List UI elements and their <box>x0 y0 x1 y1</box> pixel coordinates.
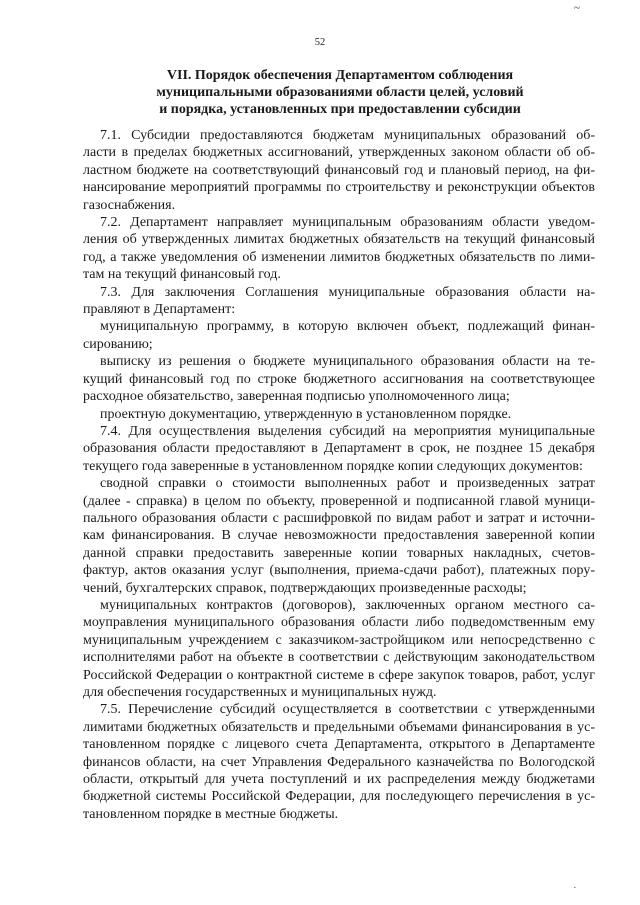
text-line: 7.4. Для осуществления выделения субсидий на мероприятия муниципальные <box>100 423 595 439</box>
text-line: тановленном порядке в местные бюджеты. <box>83 806 339 822</box>
text-line: кущий финансовый год по строке бюджетного ассигнования на соответствующее <box>83 371 595 387</box>
text-line: проектную документацию, утвержденную в установленном порядке. <box>100 406 512 422</box>
text-line: правляют в Департамент: <box>83 302 236 318</box>
text-line: моуправления муниципального образования области либо подведомственным ему <box>83 615 595 631</box>
text-line: 7.3. Для заключения Соглашения муниципальные образования области на- <box>100 284 595 300</box>
text-line: 7.1. Субсидии предоставляются бюджетам муниципальных образований об- <box>100 128 595 143</box>
text-line: образования области предоставляют в Департамент в срок, не позднее 15 декабря <box>83 441 595 457</box>
text-line: (далее - справка) в целом по объекту, проверенной и подписанной главой муници- <box>83 493 595 509</box>
text-line: расходное обязательство, заверенная подписью уполномоченного лица; <box>83 389 510 405</box>
text-line: ления об утвержденных лимитах бюджетных обязательств на текущий финансовый <box>83 232 595 248</box>
text-line: нансирование мероприятий программы по строительству и реконструкции объектов <box>83 180 595 196</box>
text-line: бюджетной системы Российской Федерации, для последующего перечисления в ус- <box>83 789 595 805</box>
heading-line: муниципальными образованиями области целей, условий <box>156 85 524 100</box>
heading-line: и порядка, установленных при предоставлении субсидии <box>159 102 521 117</box>
text-line: сводной справки о стоимости выполненных работ и произведенных затрат <box>100 476 595 492</box>
text-line: кам финансирования. В случае невозможности предоставления заверенной копии <box>83 528 595 544</box>
text-line: там на текущий финансовый год. <box>83 267 281 283</box>
page-number: 52 <box>314 37 326 48</box>
text-line: лимитами бюджетных обязательств и предельными объемами финансирования в ус- <box>83 719 595 735</box>
text-line: год, а также уведомления об изменении лимитов бюджетных обязательств по лими- <box>83 249 595 265</box>
text-line: фактур, актов оказания услуг (выполнения, приема-сдачи работ), платежных пору- <box>83 563 595 579</box>
text-line: Российской Федерации о контрактной системе в сфере закупок товаров, работ, услуг <box>83 667 595 683</box>
text-line: чений, бухгалтерских справок, подтверждающих произведенные расходы; <box>83 580 527 596</box>
text-line: исполнителями работ на объекте в соответствии с действующим законодательством <box>83 650 595 666</box>
text-line: текущего года заверенные в установленном порядке копии следующих документов: <box>83 458 583 474</box>
text-line: 7.5. Перечисление субсидий осуществляется в соответствии с утвержденными <box>100 702 595 718</box>
text-line: муниципальных контрактов (договоров), заключенных органом местного са- <box>100 597 595 613</box>
section-heading <box>80 67 600 118</box>
text-line: ласти в пределах бюджетных ассигнований, утвержденных законом области об об- <box>83 145 595 161</box>
text-line: газоснабжения. <box>83 197 176 213</box>
text-line: области, открытый для учета поступлений и их распределения между бюджетами <box>83 772 595 788</box>
text-line: для обеспечения государственных и муниципальных нужд. <box>83 685 437 700</box>
text-line: сированию; <box>83 336 153 352</box>
corner-mark-bottom: . <box>573 880 576 890</box>
text-line: 7.2. Департамент направляет муниципальным образованиям области уведом- <box>100 215 595 231</box>
text-line: выписку из решения о бюджете муниципального образования области на те- <box>100 354 595 370</box>
document-body <box>83 127 595 823</box>
corner-mark-top: ~ <box>574 2 580 14</box>
text-line: финансов области, на счет Управления Федерального казначейства по Вологодской <box>83 754 595 770</box>
text-line: тановленном порядке с лицевого счета Департамента, открытого в Департаменте <box>83 737 595 753</box>
text-line: ластном бюджете на соответствующий финансовый год и плановый период, на фи- <box>83 162 595 178</box>
text-line: муниципальным учреждением с заказчиком-застройщиком или непосредственно с <box>83 632 595 648</box>
text-line: муниципальную программу, в которую включен объект, подлежащий финан- <box>100 319 595 335</box>
heading-line: VII. Порядок обеспечения Департаментом соблюдения <box>166 68 514 83</box>
text-line: данной справки предоставить заверенные копии товарных накладных, счетов- <box>83 545 595 561</box>
text-line: пального образования области с расшифровкой по видам работ и затрат и источни- <box>83 510 595 526</box>
